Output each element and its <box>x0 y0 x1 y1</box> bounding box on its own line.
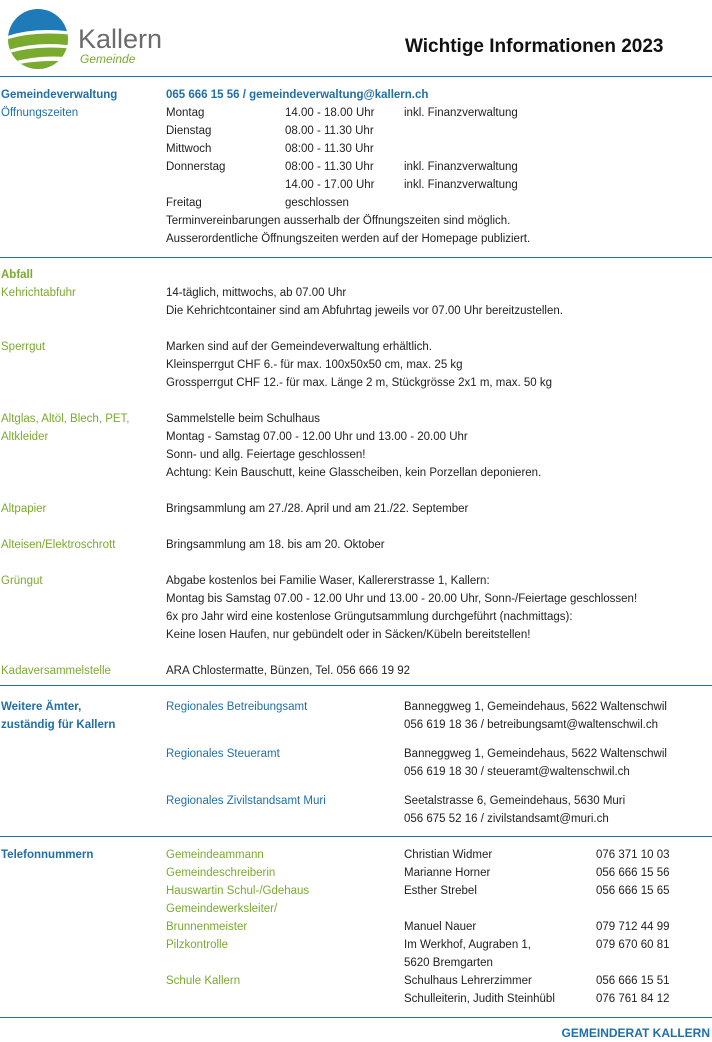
hours-day: Mittwoch <box>166 143 212 155</box>
abfall-item-line: Montag - Samstag 07.00 - 12.00 Uhr und 13.00 - 20.00 Uhr <box>166 431 468 443</box>
amt-line: 056 675 52 16 / zivilstandsamt@muri.ch <box>404 813 609 825</box>
tel-role: Gemeindeschreiberin <box>166 867 276 879</box>
divider <box>0 76 712 77</box>
abfall-item-line: Montag bis Samstag 07.00 - 12.00 Uhr und 13.00 - 20.00 Uhr, Sonn-/Feiertage geschlossen! <box>166 593 638 605</box>
abfall-item-label: Grüngut <box>1 575 43 587</box>
abfall-item-label: Alteisen/Elektroschrott <box>1 539 116 551</box>
hours-time: 08.00 - 11.30 Uhr <box>285 125 374 137</box>
oeffnungszeiten-label: Öffnungszeiten <box>1 107 79 119</box>
hours-note: inkl. Finanzverwaltung <box>404 107 518 119</box>
abfall-item-line: Abgabe kostenlos bei Familie Waser, Kallererstrasse 1, Kallern: <box>166 575 490 587</box>
page-title: Wichtige Informationen 2023 <box>405 36 664 57</box>
tel-person: Schulleiterin, Judith Steinhübl <box>404 993 555 1005</box>
tel-person: Marianne Horner <box>404 867 491 879</box>
hours-day: Montag <box>166 107 205 119</box>
tel-role: Schule Kallern <box>166 975 241 987</box>
abfall-item-label: Sperrgut <box>1 341 46 353</box>
tel-person: Manuel Nauer <box>404 921 477 933</box>
tel-phone: 056 666 15 65 <box>596 885 670 897</box>
divider <box>0 836 712 837</box>
amt-line: 056 619 18 36 / betreibungsamt@waltenschwil.ch <box>404 719 658 731</box>
tel-phone: 056 666 15 56 <box>596 867 670 879</box>
divider <box>0 1017 712 1018</box>
abfall-item-line: Sonn- und allg. Feiertage geschlossen! <box>166 449 366 461</box>
tel-phone: 076 371 10 03 <box>596 849 670 861</box>
brand-name: Kallern <box>78 24 163 54</box>
tel-role: Gemeindeammann <box>166 849 264 861</box>
logo <box>2 8 74 70</box>
divider <box>0 685 712 686</box>
abfall-item-line: Achtung: Kein Bauschutt, keine Glasscheiben, kein Porzellan deponieren. <box>166 467 542 479</box>
tel-person: Schulhaus Lehrerzimmer <box>404 975 532 987</box>
tel-role: Gemeindewerksleiter/ <box>166 903 278 915</box>
hours-time: geschlossen <box>285 197 349 209</box>
hours-day: Freitag <box>166 197 202 209</box>
tel-phone: 076 761 84 12 <box>596 993 670 1005</box>
amt-line: Banneggweg 1, Gemeindehaus, 5622 Waltenschwil <box>404 701 667 713</box>
hours-day: Dienstag <box>166 125 212 137</box>
logo-mark-icon <box>2 8 74 70</box>
amt-name: Regionales Zivilstandsamt Muri <box>166 795 326 807</box>
abfall-item-line: ARA Chlostermatte, Bünzen, Tel. 056 666 19 92 <box>166 665 410 677</box>
abfall-item-line: 6x pro Jahr wird eine kostenlose Grüngutsammlung durchgeführt (nachmittags): <box>166 611 573 623</box>
abfall-item-line: Bringsammlung am 27./28. April und am 21./22. September <box>166 503 469 515</box>
abfall-item-line: Sammelstelle beim Schulhaus <box>166 413 321 425</box>
amt-line: 056 619 18 30 / steueramt@waltenschwil.ch <box>404 766 630 778</box>
abfall-item-line: Keine losen Haufen, nur gebündelt oder in Säcken/Kübeln bereitstellen! <box>166 629 531 641</box>
gemeindeverwaltung-contact[interactable]: 065 666 15 56 / gemeindeverwaltung@kallern.ch <box>166 89 429 101</box>
telefon-heading: Telefonnummern <box>1 849 94 861</box>
hours-time: 14.00 - 17.00 Uhr <box>285 179 375 191</box>
tel-person: Im Werkhof, Augraben 1, <box>404 939 531 951</box>
tel-phone: 056 666 15 51 <box>596 975 670 987</box>
gemeindeverwaltung-heading: Gemeindeverwaltung <box>1 89 118 101</box>
hours-day: Donnerstag <box>166 161 226 173</box>
abfall-item-label: Altkleider <box>1 431 49 443</box>
abfall-item-line: Die Kehrichtcontainer sind am Abfuhrtag jeweils vor 07.00 Uhr bereitzustellen. <box>166 305 563 317</box>
aemter-heading: Weitere Ämter, <box>1 701 82 713</box>
hours-time: 08:00 - 11.30 Uhr <box>285 143 374 155</box>
amt-line: Banneggweg 1, Gemeindehaus, 5622 Waltenschwil <box>404 748 667 760</box>
abfall-item-label: Altpapier <box>1 503 47 515</box>
hours-time: 08:00 - 11.30 Uhr <box>285 161 374 173</box>
tel-role: Hauswartin Schul-/Gdehaus <box>166 885 310 897</box>
abfall-item-label: Altglas, Altöl, Blech, PET, <box>1 413 130 425</box>
hours-time: 14.00 - 18.00 Uhr <box>285 107 375 119</box>
amt-name: Regionales Steueramt <box>166 748 280 760</box>
tel-person: Christian Widmer <box>404 849 493 861</box>
footer-signature: GEMEINDERAT KALLERN <box>561 1026 710 1040</box>
hours-note: inkl. Finanzverwaltung <box>404 179 518 191</box>
hours-note-text: Terminvereinbarungen ausserhalb der Öffnungszeiten sind möglich. <box>166 215 511 227</box>
abfall-item-line: 14-täglich, mittwochs, ab 07.00 Uhr <box>166 287 347 299</box>
abfall-item-line: Grossperrgut CHF 12.- für max. Länge 2 m, Stückgrösse 2x1 m, max. 50 kg <box>166 377 553 389</box>
abfall-item-label: Kadaversammelstelle <box>1 665 111 677</box>
hours-note: inkl. Finanzverwaltung <box>404 161 518 173</box>
abfall-item-line: Marken sind auf der Gemeindeverwaltung erhältlich. <box>166 341 432 353</box>
abfall-item-label: Kehrichtabfuhr <box>1 287 76 299</box>
amt-line: Seetalstrasse 6, Gemeindehaus, 5630 Muri <box>404 795 626 807</box>
abfall-item-line: Bringsammlung am 18. bis am 20. Oktober <box>166 539 385 551</box>
tel-person: Esther Strebel <box>404 885 477 897</box>
tel-role: Brunnenmeister <box>166 921 248 933</box>
aemter-heading: zuständig für Kallern <box>1 719 116 731</box>
tel-role: Pilzkontrolle <box>166 939 228 951</box>
divider <box>0 257 712 258</box>
tel-phone: 079 670 60 81 <box>596 939 670 951</box>
amt-name: Regionales Betreibungsamt <box>166 701 308 713</box>
abfall-item-line: Kleinsperrgut CHF 6.- für max. 100x50x50 cm, max. 25 kg <box>166 359 463 371</box>
tel-person: 5620 Bremgarten <box>404 957 493 969</box>
hours-note-text: Ausserordentliche Öffnungszeiten werden auf der Homepage publiziert. <box>166 233 531 245</box>
tel-phone: 079 712 44 99 <box>596 921 670 933</box>
brand-subtitle: Gemeinde <box>80 52 136 66</box>
abfall-heading: Abfall <box>1 269 33 281</box>
